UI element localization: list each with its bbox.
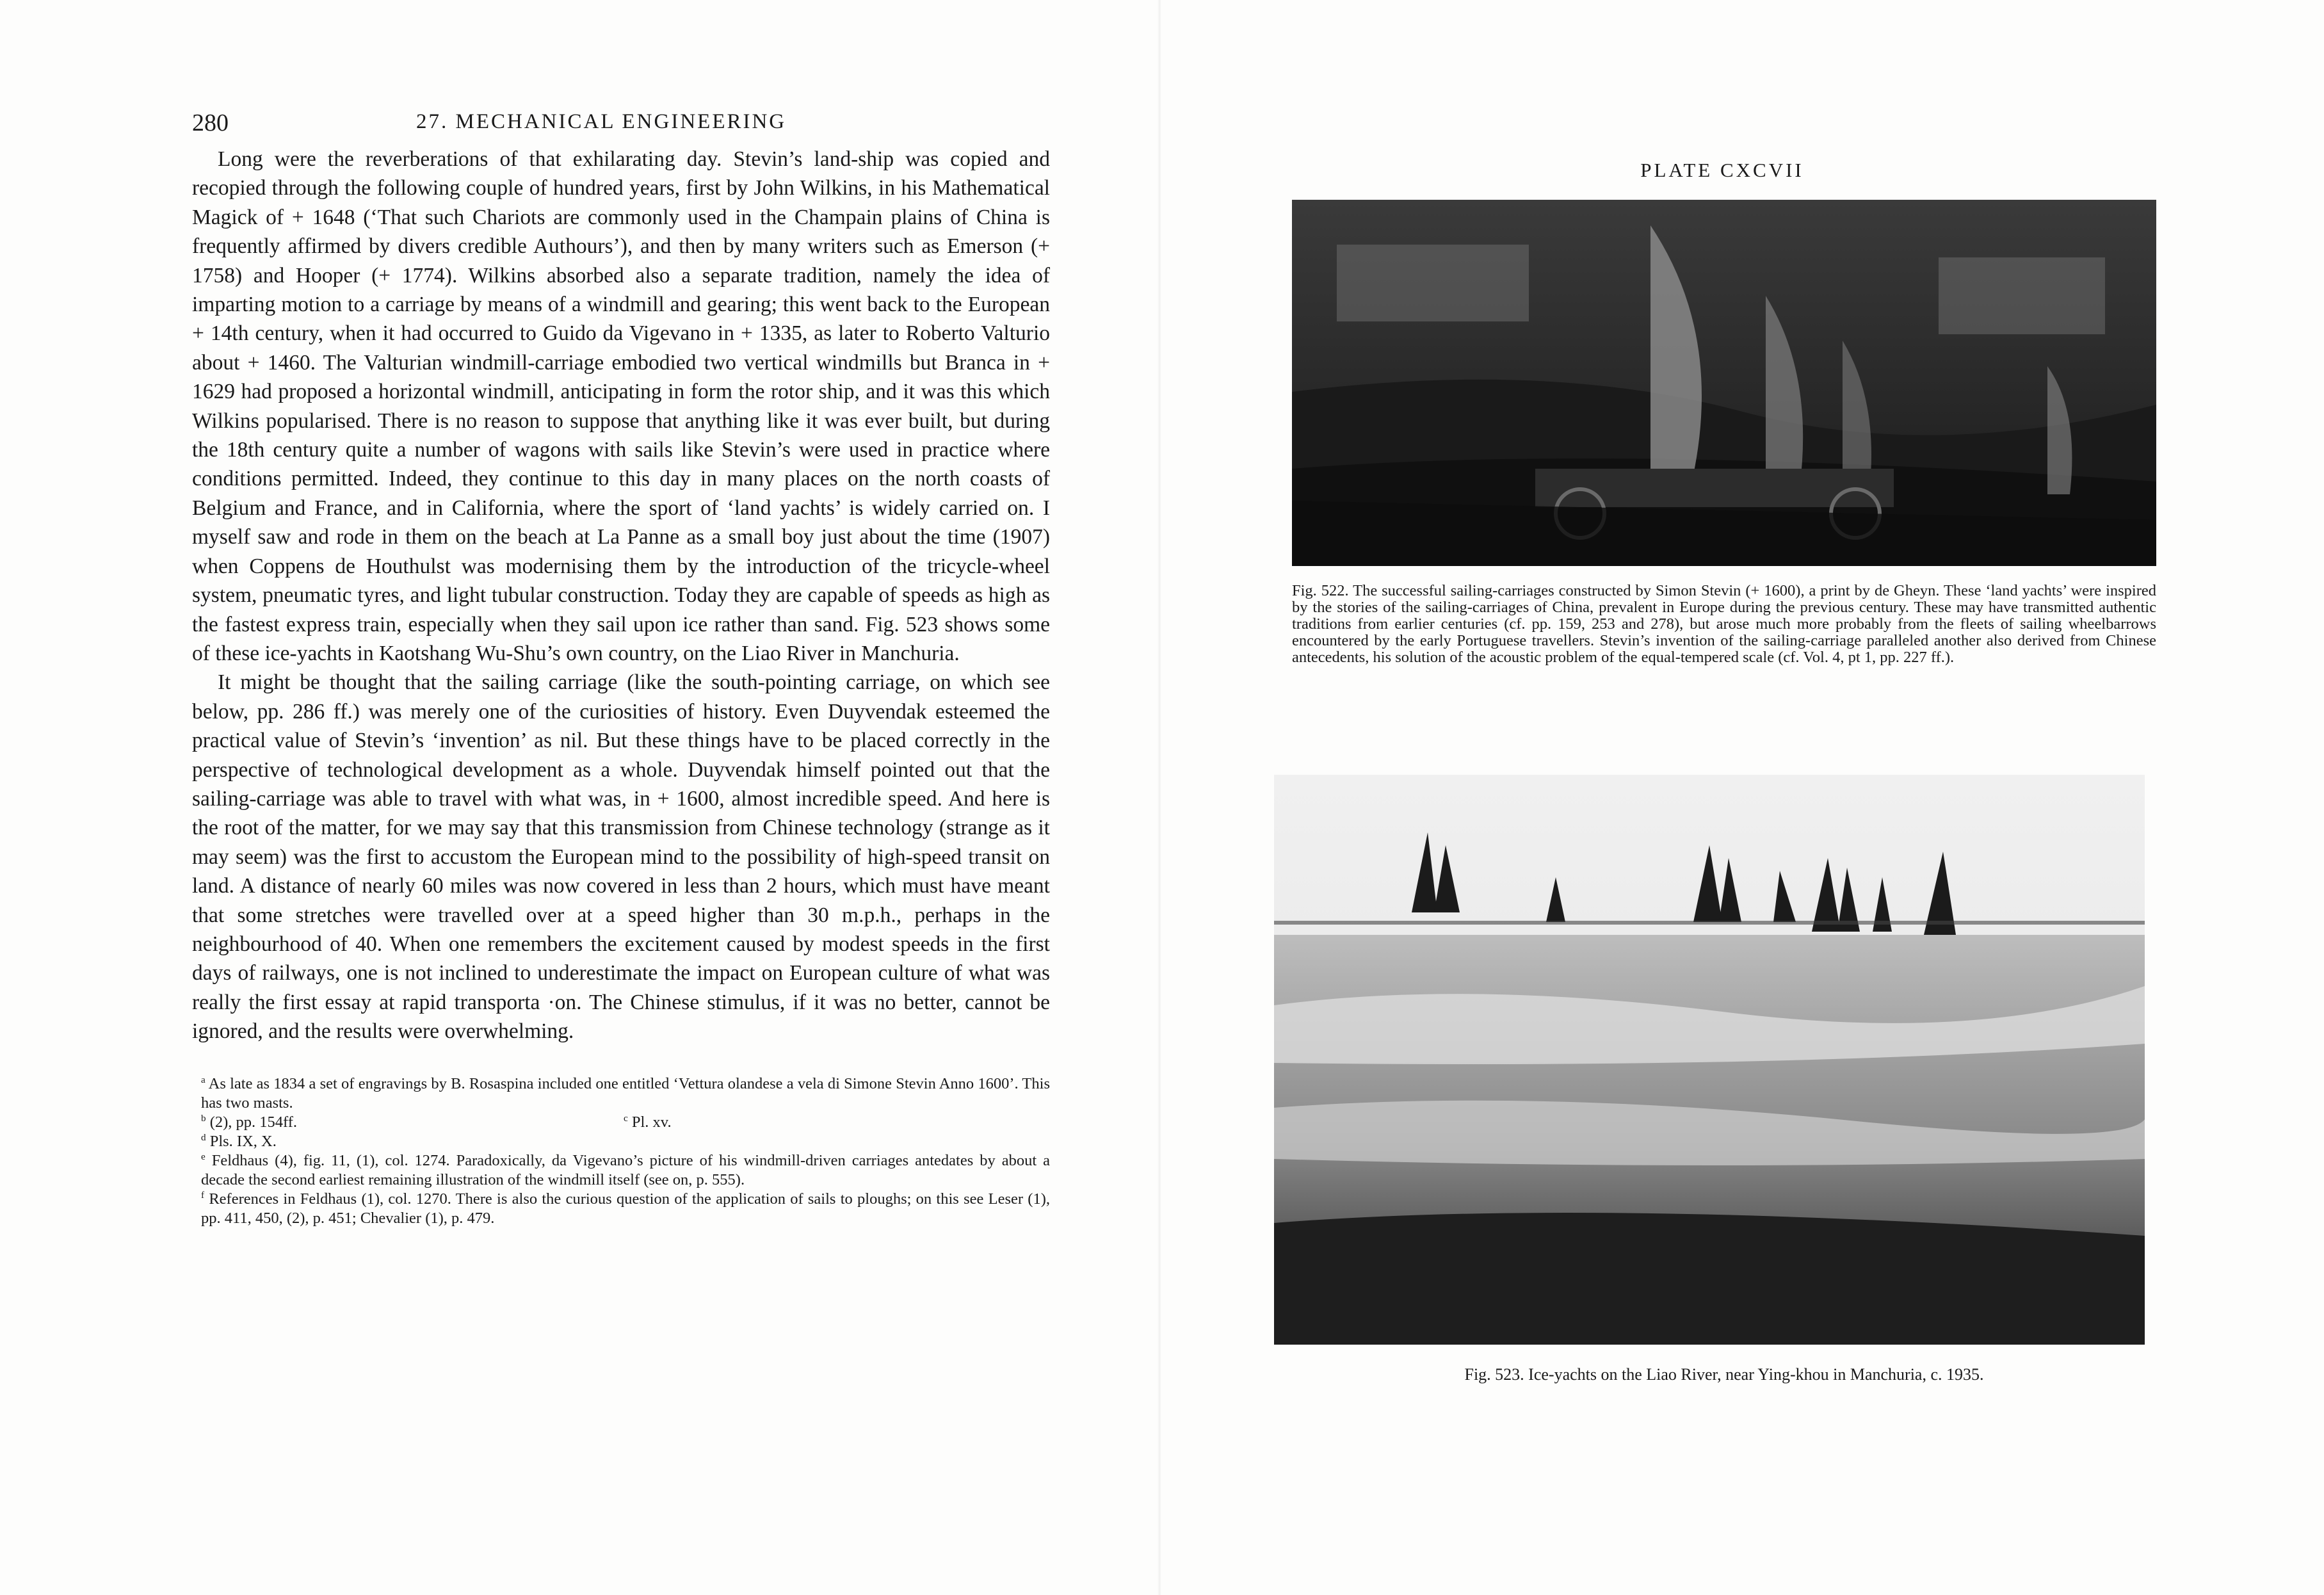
plate-label: PLATE CXCVII	[1640, 159, 1804, 181]
footnote-mark: b	[201, 1112, 206, 1124]
ice-yachts-photo	[1274, 775, 2145, 1345]
chapter-title: 27. MECHANICAL ENGINEERING	[416, 110, 787, 133]
left-page	[192, 109, 1050, 1228]
fig-523-image	[1274, 775, 2145, 1345]
right-page	[1274, 147, 2156, 1384]
footnote-text: References in Feldhaus (1), col. 1270. There is also the curious question of the application of sails to ploughs; on this see Leser (1), pp. 411, 450, (2), p. 451; Chevalier (1), p. 479.	[201, 1190, 1050, 1227]
footnote-row-bc	[192, 1113, 1050, 1132]
paragraph-2: It might be thought that the sailing carriage (like the south-pointing carriage, on which see below, pp. 286 ff.) was merely one of the curiosities of history. Even Duyvendak esteemed the practical value of Stevin’s ‘invention’ as nil. But these things have to be placed correctly in the perspective of technological development as a whole. Duyvendak himself pointed out that the sailing-carriage was able to travel with what was, in + 1600, almost incredible speed. And here is the root of the matter, for we may say that this transmission from Chinese technology (strange as it may seem) was the first to accustom the European mind to the possibility of high-speed transit on land. A distance of nearly 60 miles was now covered in less than 2 hours, which must have meant that some stretches were travelled over at a speed higher than 30 m.p.h., perhaps in the neighbourhood of 40. When one remembers the excitement caused by modest speeds in the first days of railways, one is not inclined to underestimate the impact on European culture of what was really the first essay at rapid transporta ·on. The Chinese stimulus, if it was no better, cannot be ignored, and the results were overwhelming.	[192, 670, 1050, 1044]
footnote-mark: c	[624, 1112, 628, 1124]
page-number: 280	[192, 109, 229, 136]
footnote-a	[192, 1074, 1050, 1113]
cartouche-left	[1337, 245, 1529, 321]
footnote-text: Pls. IX, X.	[209, 1132, 277, 1150]
footnote-f	[192, 1190, 1050, 1228]
footnote-e	[192, 1151, 1050, 1190]
carriage-body	[1535, 469, 1894, 507]
footnote-d	[192, 1132, 1050, 1151]
page-gutter	[1158, 0, 1161, 1595]
fig-522-image	[1292, 200, 2156, 566]
cartouche-right	[1939, 257, 2105, 334]
footnote-mark: d	[201, 1131, 206, 1143]
fig-523-caption: Fig. 523. Ice-yachts on the Liao River, near Ying-khou in Manchuria, c. 1935.	[1464, 1365, 1984, 1384]
footnote-mark: e	[201, 1151, 206, 1162]
sailing-carriage-print	[1292, 200, 2156, 566]
paragraph-1: Long were the reverberations of that exhilarating day. Stevin’s land-ship was copied and recopied through the following couple of hundred years, first by John Wilkins, in his Mathematical Magick of + 1648 (‘That such Chariots are commonly used in the Champain plains of China is frequently affirmed by divers credible Authours’), and then by many writers such as Emerson (+ 1758) and Hooper (+ 1774). Wilkins absorbed also a separate tradition, namely the idea of imparting motion to a carriage by means of a windmill and gearing; this went back to the European + 14th century, when it had occurred to Guido da Vigevano in + 1335, as later to Roberto Valturio about + 1460. The Valturian windmill-carriage embodied two vertical windmills but Branca in + 1629 had proposed a horizontal windmill, anticipating in form the rotor ship, and it was this which Wilkins popularised. There is no reason to suppose that anything like it was ever built, but during the 18th century quite a number of wagons with sails like Stevin’s were used in practice where conditions permitted. Indeed, they continue to this day in many places on the north coasts of Belgium and France, and in California, where the sport of ‘land yachts’ is widely carried on. I myself saw and rode in them on the beach at La Panne as a small boy just about the time (1907) when Coppens de Houthulst was modernising them by the introduction of the tricycle-wheel system, pneumatic tyres, and light tubular construction. Today they are capable of speeds as high as the fastest express train, especially when they sail upon ice rather than sand. Fig. 523 shows some of these ice-yachts in Kaotshang Wu-Shu’s own country, on the Liao River in Manchuria.	[192, 147, 1050, 665]
footnote-mark: f	[201, 1189, 205, 1201]
footnote-mark: a	[201, 1074, 206, 1085]
footnote-b	[192, 1113, 624, 1132]
footnote-c	[624, 1113, 1050, 1132]
footnotes	[192, 1074, 1050, 1228]
body-text	[192, 145, 1050, 1046]
footnote-text: Pl. xv.	[631, 1113, 672, 1131]
footnote-text: As late as 1834 a set of engravings by B. Rosaspina included one entitled ‘Vettura olandese a vela di Simone Stevin Anno 1600’. This has two masts.	[201, 1074, 1050, 1112]
footnote-text: (2), pp. 154ff.	[209, 1113, 298, 1131]
footnote-text: Feldhaus (4), fig. 11, (1), col. 1274. Paradoxically, da Vigevano’s picture of his windmill-driven carriages antedates by about a decade the second earliest remaining illustration of the windmill itself (see on, p. 555).	[201, 1151, 1051, 1188]
running-head	[192, 109, 1050, 145]
fig-522-caption: Fig. 522. The successful sailing-carriages constructed by Simon Stevin (+ 1600), a print by de Gheyn. These ‘land yachts’ were inspired by the stories of the sailing-carriages of China, prevalent in Europe during the previous century. These may have transmitted authentic traditions from earlier centuries (cf. pp. 159, 253 and 278), but arose much more probably from the fleets of sailing wheelbarrows encountered by the early Portuguese travellers. Stevin’s invention of the sailing-carriage paralleled another also derived from Chinese antecedents, his solution of the acoustic problem of the equal-tempered scale (cf. Vol. 4, pt 1, pp. 227 ff.).	[1292, 582, 2156, 666]
